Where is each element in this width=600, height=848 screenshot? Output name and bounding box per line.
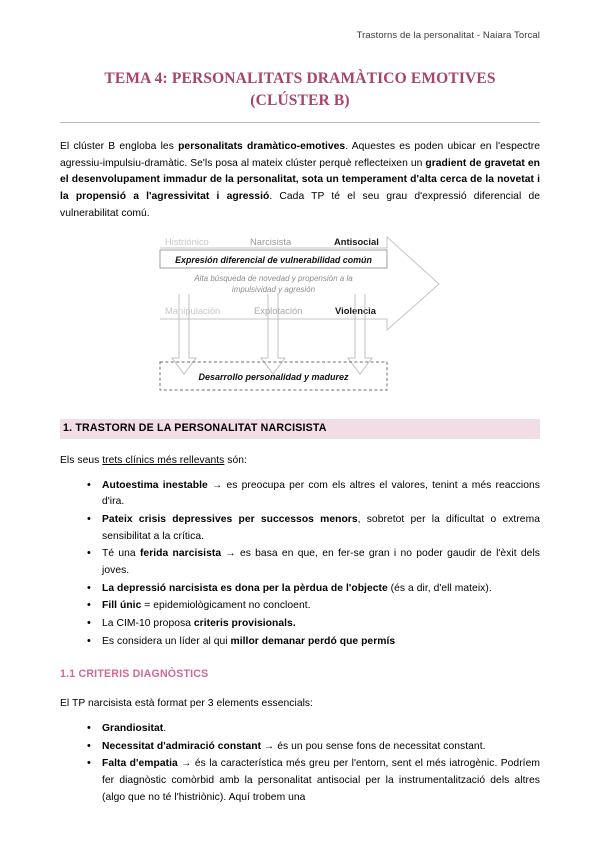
page-title-line-2: (CLÚSTER B) [250,92,350,110]
bullet-bold: Necessitat d'admiració constant [102,740,262,752]
running-header: Trastorns de la personalitat - Naiara Torcal [356,30,540,41]
bullet-rest: . [163,722,167,734]
subsection-bullet-list [60,721,540,806]
diagram-top-label-antisocial: Antisocial [334,236,379,248]
bullet-rest: , sobretot per la dificultat o extrema sensibilitat a la crítica. [102,514,540,542]
intro-seg-4-bold: gradient de gravetat en el desenvolupament immadur de la personalitat, sota un temperament d'alta cerca de la novetat i la propensió a l'agressivitat i agressió [60,157,540,202]
bullet-rest: → es basa en que, en fer-se gran i no poder gaudir de l'èxit dels joves. [102,548,540,577]
section-1-lead [60,453,540,470]
list-item [102,598,540,615]
page-title [60,68,540,113]
diagram-top-label-histrionico: Histriónico [165,236,209,248]
list-item [102,546,540,579]
intro-seg-5: . Cada TP té el seu grau d'expressió diferencial de vulnerabilitat comú. [60,190,540,219]
bullet-pre: La CIM-10 proposa [102,618,194,630]
bullet-pre: Té una [102,548,140,560]
bullet-bold: Pateix crisis depressives per successos menors [102,514,358,526]
section-1-lead-post: són: [224,455,247,467]
section-1-lead-underlined: trets clínics més rellevants [102,455,225,467]
bullet-bold: Fill únic [102,600,142,612]
list-item [102,739,540,756]
list-item [102,581,540,598]
list-item [102,756,540,806]
subsection-heading-1-1: 1.1 CRITERIS DIAGNÒSTICS [60,668,209,681]
list-item [102,478,540,511]
list-item [102,721,540,738]
section-1-lead-pre: Els seus [60,455,103,467]
bullet-rest: → es preocupa per com els altres el valores, tenint a més reaccions d'ira. [102,479,540,508]
diagram-bottom-label-violencia: Violencia [335,305,376,317]
bullet-bold: millor demanar perdó que permís [230,635,396,647]
diagram-primary-band-label: Expresión diferencial de vulnerabilidad común [175,255,372,266]
list-item [102,512,540,545]
intro-seg-2-bold: personalitats dramàtico-emotives [178,140,346,152]
diagram-outcome-label: Desarrollo personalidad y madurez [198,372,349,383]
intro-seg-3: . Aquestes es poden ubicar en l'espectre agressiu-impulsiu-dramàtic. Se'ls posa al mateix clúster perquè reflecteixen un [60,140,540,169]
diagram-bottom-label-manipulacion: Manipulación [165,305,221,317]
subsection-lead: El TP narcisista està format per 3 elements essencials: [60,698,314,710]
bullet-bold: Autoestima inestable [102,479,208,491]
page-title-line-1: TEMA 4: PERSONALITATS DRAMÀTICO EMOTIVES [104,70,496,87]
diagram-svg [155,236,445,401]
bullet-pre: Es considera un líder al qui [102,635,231,647]
diagram-secondary-band-line-2: impulsividad y agresión [231,285,316,295]
gradient-diagram [60,236,540,401]
bullet-bold: criteris provisionals. [193,618,296,630]
bullet-rest: → és un pou sense fons de necessitat constant. [261,740,486,752]
list-item [102,616,540,633]
diagram-secondary-band-line-1: Alta búsqueda de novedad y propensión a la [194,274,353,284]
diagram-bottom-label-explotacion: Explotación [254,305,303,317]
intro-paragraph [60,139,540,222]
section-1-bullet-list [60,478,540,651]
bullet-bold: Falta d'empatia [102,758,178,770]
bullet-rest: → és la característica més greu per l'entorn, sent el més iatrogènic. Podríem fer diagnòstic comòrbid amb la personalitat antisocial per la instrumentalització dels altres (algo que no té l'histriònic). Aquí trobem una [102,758,540,803]
bullet-bold: Grandiositat [102,722,164,734]
bullet-bold: ferida narcisista [139,548,222,560]
bullet-bold: La depressió narcisista es dona per la pèrdua de l'objecte [102,582,388,594]
section-heading-1: 1. TRASTORN DE LA PERSONALITAT NARCISISTA [60,419,540,439]
title-divider [60,122,540,123]
bullet-rest: = epidemiològicament no concloent. [141,600,311,612]
list-item [102,634,540,651]
bullet-rest: (és a dir, d'ell mateix). [387,582,492,594]
intro-seg-1: El clúster B engloba les [60,140,179,152]
diagram-top-label-narcisista: Narcisista [250,236,292,248]
